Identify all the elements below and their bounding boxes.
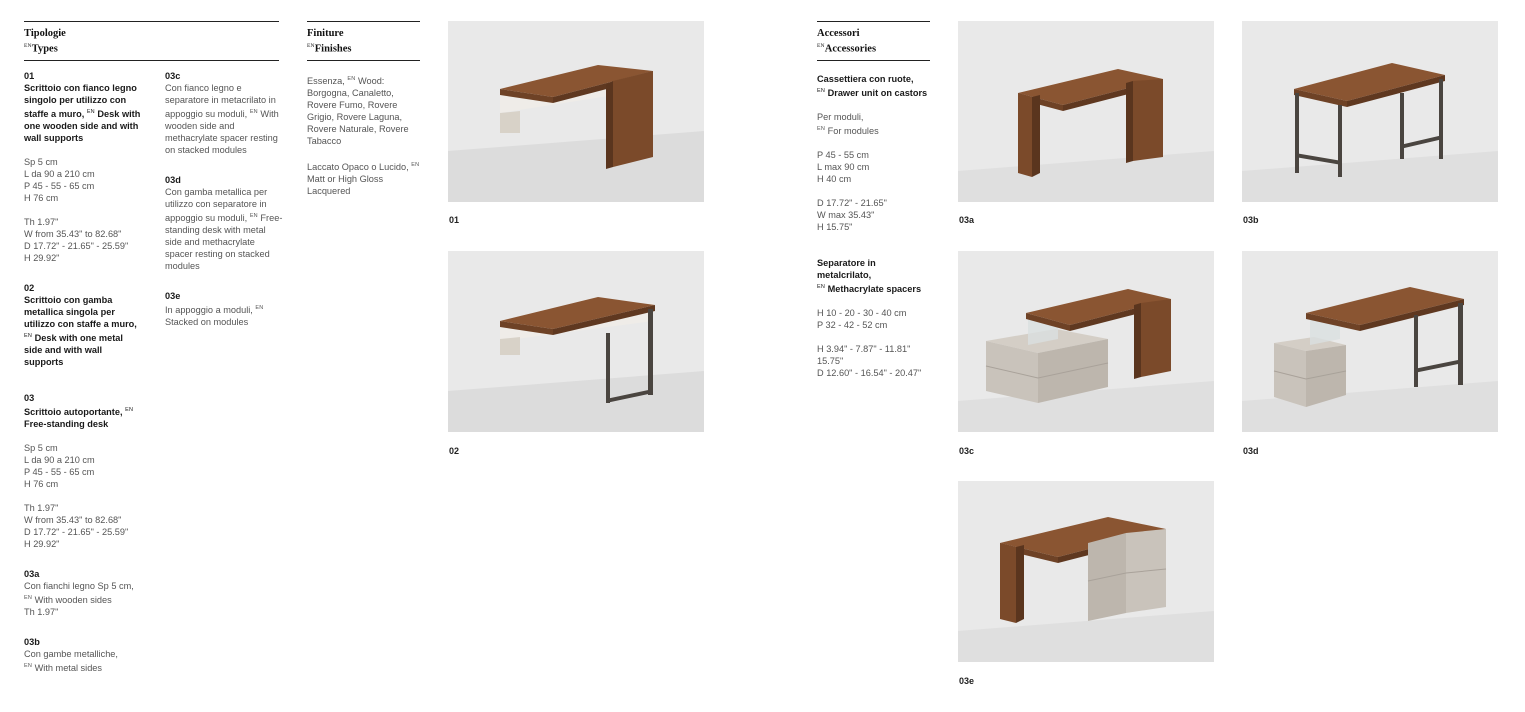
en-tag: EN bbox=[24, 43, 32, 49]
finishes-column bbox=[307, 21, 420, 197]
type-03c: 03c Con fianco legno e separatore in metacrilato in appoggio su moduli, $^{EN}$ With wooden side and methacrylate spacer resting on stacked modules bbox=[165, 71, 279, 156]
caption-03a: 03a bbox=[959, 215, 975, 225]
desk-03b-illustration bbox=[1242, 21, 1498, 202]
types-right bbox=[165, 70, 283, 328]
accessory-spacer: Separatore in metalcrilato, $^{EN}$ Methacrylate spacers H 10 - 20 - 30 - 40 cm P 32 - 42 - 52 cm H 3.94" - 7.87" - 11.81" 15.75" D 12.60" - 16.54" - 20.47" bbox=[817, 257, 922, 378]
type-03e: 03e In appoggio a moduli, $^{EN}$ Stacked on modules bbox=[165, 291, 264, 328]
accessories-header: Accessori $^{EN}$Accessories bbox=[817, 21, 930, 61]
types-title-it: Tipologie bbox=[24, 28, 66, 39]
type-desc-en: Desk with one wooden side and with wall supports bbox=[24, 109, 141, 144]
caption-03b: 03b bbox=[1243, 215, 1259, 225]
type-code: 01 bbox=[24, 71, 35, 81]
types-column bbox=[24, 21, 279, 61]
type-03: 03 Scrittoio autoportante, $^{EN}$ Free-standing desk Sp 5 cm L da 90 a 210 cm P 45 - 55 - 65 cm H 76 cm Th 1.97" W from 35.43" to 82.68" D 17.72" - 21.65" - 25.59" H 29.92" bbox=[24, 393, 134, 550]
type-desc-it: Scrittoio con fianco legno singolo per utilizzo con staffe a muro, bbox=[24, 83, 137, 120]
desk-03a-illustration bbox=[958, 21, 1214, 202]
type-03b: 03b Con gambe metalliche, $^{EN}$ With metal sides bbox=[24, 637, 118, 674]
type-02: 02 Scrittoio con gamba metallica singola per utilizzo con staffe a muro, $^{EN}$ Desk with one metal side and with wall supports bbox=[24, 283, 137, 368]
caption-03e: 03e bbox=[959, 676, 975, 686]
types-left bbox=[24, 70, 142, 674]
types-header bbox=[24, 21, 279, 61]
product-image-03e bbox=[958, 481, 1214, 662]
type-01: 01 Scrittoio con fianco legno singolo per utilizzo con staffe a muro, $^{EN}$ Desk with one wooden side and with wall supports Sp 5 cm L da 90 a 210 cm P 45 - 55 - 65 cm H 76 cm Th 1.97" W from 35.43" to 82.68" D 17.72" - 21.65" - 25.59" H 29.92" bbox=[24, 71, 141, 264]
desk-03c-illustration bbox=[958, 251, 1214, 432]
caption-02: 02 bbox=[449, 446, 460, 456]
caption-01: 01 bbox=[449, 215, 460, 225]
finishes-lacquer: Laccato Opaco o Lucido, $^{EN}$ Matt or High Gloss Lacquered bbox=[307, 161, 420, 196]
type-03d: 03d Con gamba metallica per utilizzo con separatore in appoggio su moduli, $^{EN}$ Free-standing desk with metal side and methacrylate spacer resting on stacked modules bbox=[165, 175, 283, 272]
desk-01-illustration bbox=[448, 21, 704, 202]
desk-02-illustration bbox=[448, 251, 704, 432]
product-image-02 bbox=[448, 251, 704, 432]
accessories-column bbox=[817, 21, 930, 379]
product-image-01 bbox=[448, 21, 704, 202]
desk-03d-illustration bbox=[1242, 251, 1498, 432]
product-image-03d bbox=[1242, 251, 1498, 432]
caption-03d: 03d bbox=[1243, 446, 1259, 456]
desk-03e-illustration bbox=[958, 481, 1214, 662]
finishes-wood: Essenza, $^{EN}$ Wood: Borgogna, Canaletto, Rovere Fumo, Rovere Grigio, Rovere Laguna, Rovere Naturale, Rovere Tabacco bbox=[307, 75, 409, 146]
caption-03c: 03c bbox=[959, 446, 975, 456]
accessory-drawer: Cassettiera con ruote, $^{EN}$ Drawer unit on castors Per moduli, $^{EN}$ For modules P 45 - 55 cm L max 90 cm H 40 cm D 17.72" - 21.65" W max 35.43" H 15.75" bbox=[817, 73, 928, 232]
types-title-en: Types bbox=[31, 43, 58, 55]
product-image-03a bbox=[958, 21, 1214, 202]
product-image-03b bbox=[1242, 21, 1498, 202]
product-image-03c bbox=[958, 251, 1214, 432]
finishes-header: Finiture $^{EN}$Finishes bbox=[307, 21, 420, 61]
type-03a: 03a Con fianchi legno Sp 5 cm, $^{EN}$ With wooden sides Th 1.97" bbox=[24, 569, 134, 618]
